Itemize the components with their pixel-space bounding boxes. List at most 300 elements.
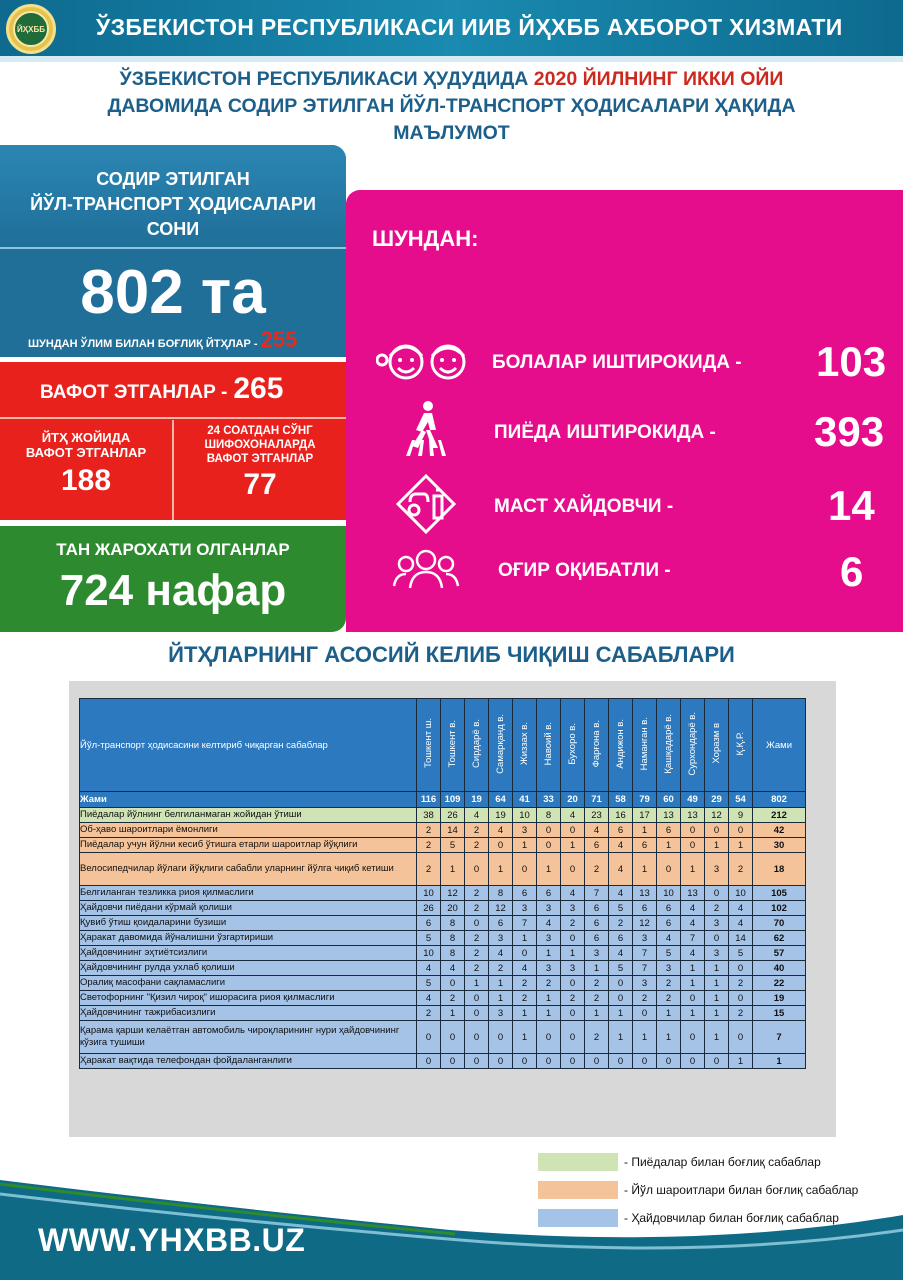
table-cell: 0 [513,1054,537,1069]
table-cell: 1 [441,1006,465,1021]
cause-label: Велосипедчилар йўлаги йўқлиги сабабли уларнинг йўлга чиқиб кетиши [80,853,417,886]
divider [0,417,346,419]
table-cell: 0 [633,1054,657,1069]
table-cell: 1 [681,976,705,991]
row-total: 15 [753,1006,806,1021]
table-cell: 3 [513,823,537,838]
table-cell: 4 [465,808,489,823]
row-total: 802 [753,792,806,808]
table-cell: 0 [513,946,537,961]
pedestrian-icon [376,400,476,460]
table-cell: 4 [489,946,513,961]
table-cell: 41 [513,792,537,808]
table-cell: 2 [729,853,753,886]
row-total: 1 [753,1054,806,1069]
table-cell: 10 [417,946,441,961]
table-cell: 0 [561,931,585,946]
total-accidents-panel [0,145,346,357]
table-cell: 109 [441,792,465,808]
table-cell: 26 [417,901,441,916]
region-label: Навоий в. [543,721,554,766]
table-cell: 64 [489,792,513,808]
injured-value: 724 нафар [59,566,287,615]
table-cell: 4 [681,946,705,961]
table-cell: 2 [465,838,489,853]
table-cell: 3 [585,946,609,961]
table-cell: 19 [465,792,489,808]
table-header-row [80,699,806,792]
table-cell: 19 [489,808,513,823]
cause-label: Ҳайдовчининг эҳтиётсизлиги [80,946,417,961]
table-cell: 2 [585,991,609,1006]
table-cell: 4 [681,916,705,931]
table-cell: 6 [609,823,633,838]
scene-label-2: ВАФОТ ЭТГАНЛАР [25,445,147,460]
table-cell: 2 [585,976,609,991]
table-cell: 1 [657,1006,681,1021]
table-cell: 0 [657,1054,681,1069]
table-cell: 8 [489,886,513,901]
table-cell: 1 [537,853,561,886]
cause-label: Пиёдалар йўлнинг белгиланмаган жойидан ўтиши [80,808,417,823]
breakdown-label: МАСТ ХАЙДОВЧИ - [494,496,674,517]
row-total: 57 [753,946,806,961]
table-cell: 4 [489,823,513,838]
table-cell: 1 [513,838,537,853]
table-cell: 1 [585,961,609,976]
table-cell: 2 [657,991,681,1006]
table-cell: 60 [657,792,681,808]
table-row [80,1054,806,1069]
table-cell: 9 [729,808,753,823]
table-cell: 0 [705,1054,729,1069]
table-cell: 1 [657,1021,681,1054]
table-row [80,1006,806,1021]
table-cell: 0 [537,823,561,838]
cause-label: Светофорнинг "Қизил чироқ" ишорасига риоя қилмаслиги [80,991,417,1006]
table-cell: 14 [729,931,753,946]
table-cell: 12 [489,901,513,916]
table-cell: 3 [633,976,657,991]
table-cell: 3 [705,946,729,961]
table-body [80,792,806,1069]
drunk-driver-icon [376,474,476,534]
table-cell: 2 [729,976,753,991]
table-cell: 0 [513,853,537,886]
table-cell: 1 [489,976,513,991]
table-cell: 8 [537,808,561,823]
table-cell: 2 [633,991,657,1006]
table-cell: 0 [417,1054,441,1069]
table-row [80,1021,806,1054]
table-cell: 2 [705,901,729,916]
table-cell: 0 [537,1054,561,1069]
table-cell: 8 [441,946,465,961]
table-cell: 4 [513,961,537,976]
hospital-value: 77 [243,468,277,501]
causes-table-frame [69,681,836,1137]
table-cell: 0 [489,838,513,853]
table-cell: 1 [489,991,513,1006]
cause-label: Ҳаракат давомида йўналишни ўзгартириши [80,931,417,946]
region-label: Фарғона в. [591,719,602,768]
table-cell: 0 [537,838,561,853]
table-cell: 1 [561,946,585,961]
table-cell: 1 [657,838,681,853]
table-cell: 4 [561,808,585,823]
breakdown-heading: ШУНДАН: [372,226,479,251]
cause-label: Жами [80,792,417,808]
table-cell: 1 [489,853,513,886]
table-cell: 1 [513,1021,537,1054]
table-cell: 4 [441,961,465,976]
cause-label: Об-ҳаво шароитлари ёмонлиги [80,823,417,838]
table-cell: 10 [729,886,753,901]
table-cell: 0 [681,1054,705,1069]
cause-label: Белгиланган тезликка риоя қилмаслиги [80,886,417,901]
table-cell: 4 [729,901,753,916]
table-cell: 2 [609,916,633,931]
region-column-header [417,699,441,792]
row-total: 7 [753,1021,806,1054]
table-cell: 4 [657,931,681,946]
table-cell: 1 [609,1006,633,1021]
table-cell: 4 [537,916,561,931]
table-cell: 2 [417,853,441,886]
cause-label: Ҳайдовчининг рулда ухлаб қолиши [80,961,417,976]
row-total: 30 [753,838,806,853]
hospital-deaths [174,424,346,502]
table-cell: 4 [417,961,441,976]
table-cell: 5 [417,931,441,946]
table-row [80,916,806,931]
cause-label: Қарама қарши келаётган автомобиль чироқларининг нури ҳайдовчининг кўзига тушиши [80,1021,417,1054]
table-cell: 1 [537,946,561,961]
table-cell: 1 [729,838,753,853]
table-cell: 0 [609,976,633,991]
table-cell: 1 [705,838,729,853]
table-cell: 6 [657,901,681,916]
table-cell: 2 [417,1006,441,1021]
breakdown-value: 6 [840,548,864,595]
table-cell: 1 [513,931,537,946]
table-cell: 2 [465,823,489,838]
table-row [80,823,806,838]
table-row [80,808,806,823]
row-total: 22 [753,976,806,991]
table-cell: 1 [681,961,705,976]
table-cell: 1 [513,1006,537,1021]
table-cell: 2 [465,961,489,976]
region-label: Бухоро в. [567,722,578,765]
table-cell: 79 [633,792,657,808]
table-cell: 0 [585,1054,609,1069]
table-cell: 4 [417,991,441,1006]
region-column-header [441,699,465,792]
table-cell: 1 [537,991,561,1006]
table-cell: 1 [561,838,585,853]
table-cell: 2 [513,991,537,1006]
table-row [80,961,806,976]
table-cell: 0 [465,853,489,886]
region-label: Наманган в. [639,716,650,771]
row-total: 40 [753,961,806,976]
table-cell: 0 [705,931,729,946]
table-cell: 3 [633,931,657,946]
table-cell: 1 [585,1006,609,1021]
table-cell: 7 [633,961,657,976]
deaths-line [40,372,283,406]
table-cell: 2 [489,961,513,976]
table-cell: 49 [681,792,705,808]
table-row [80,976,806,991]
table-cell: 3 [657,961,681,976]
table-cell: 3 [705,853,729,886]
cause-label: Ҳайдовчи пиёдани кўрмай қолиши [80,901,417,916]
region-label: Тошкент в. [447,719,458,768]
breakdown-label: БОЛАЛАР ИШТИРОКИДА - [492,352,742,373]
table-cell: 0 [657,853,681,886]
region-label: Сурхондарё в. [687,711,698,776]
table-cell: 2 [513,976,537,991]
table-cell: 3 [513,901,537,916]
table-cell: 6 [585,931,609,946]
injured-panel [0,526,346,632]
region-column-header [489,699,513,792]
breakdown-panel [346,190,903,632]
table-cell: 12 [633,916,657,931]
table-cell: 23 [585,808,609,823]
table-cell: 2 [465,931,489,946]
table-cell: 1 [633,853,657,886]
total-label-1: СОДИР ЭТИЛГАН [96,169,250,189]
table-cell: 6 [489,916,513,931]
deaths-value: 265 [233,372,284,405]
hospital-label-1: 24 СОАТДАН СЎНГ [207,425,313,437]
emblem-logo [6,4,56,54]
org-name: ЎЗБЕКИСТОН РЕСПУБЛИКАСИ ИИВ ЙҲХББ АХБОРОТ ХИЗМАТИ [96,14,843,40]
table-cell: 6 [609,931,633,946]
region-label: Андижон в. [615,718,626,769]
table-cell: 10 [513,808,537,823]
table-cell: 26 [441,808,465,823]
table-cell: 4 [729,916,753,931]
table-row [80,946,806,961]
total-label-3: СОНИ [146,219,200,239]
table-cell: 1 [465,976,489,991]
row-total: 212 [753,808,806,823]
table-cell: 6 [417,916,441,931]
table-cell: 7 [633,946,657,961]
deaths-label: ВАФОТ ЭТГАНЛАР - [40,382,228,403]
region-column-header [657,699,681,792]
table-cell: 0 [729,823,753,838]
table-cell: 2 [465,901,489,916]
header-strip [0,56,903,62]
table-cell: 3 [537,961,561,976]
table-cell: 0 [561,976,585,991]
table-cell: 1 [681,1006,705,1021]
row-total: 18 [753,853,806,886]
table-cell: 5 [729,946,753,961]
cause-column-header: Йўл-транспорт ҳодисасини келтириб чиқарган сабаблар [80,699,417,792]
table-cell: 38 [417,808,441,823]
table-cell: 13 [657,808,681,823]
table-cell: 7 [681,931,705,946]
table-cell: 1 [705,991,729,1006]
table-cell: 0 [465,1054,489,1069]
hospital-label-2: ШИФОХОНАЛАРДА [204,439,316,451]
table-cell: 13 [681,808,705,823]
breakdown-label: ОҒИР ОҚИБАТЛИ - [498,560,671,581]
table-cell: 5 [657,946,681,961]
region-label: Хоразм в [711,723,722,764]
table-cell: 33 [537,792,561,808]
table-cell: 1 [729,1054,753,1069]
region-label: Самарқанд в. [495,713,506,774]
total-column-header: Жами [753,699,806,792]
table-cell: 2 [441,991,465,1006]
total-label-2: ЙЎЛ-ТРАНСПОРТ ҲОДИСАЛАРИ [30,194,316,214]
table-cell: 4 [561,886,585,901]
table-cell: 0 [465,1006,489,1021]
region-column-header [561,699,585,792]
table-cell: 4 [609,886,633,901]
people-group-icon [376,540,476,600]
table-cell: 2 [585,853,609,886]
website-link[interactable]: WWW.YHXBB.UZ [38,1222,306,1258]
table-cell: 5 [609,961,633,976]
table-cell: 0 [441,1054,465,1069]
cause-label: Ҳайдовчининг тажрибасизлиги [80,1006,417,1021]
table-cell: 7 [513,916,537,931]
region-label: Тошкент ш. [423,718,434,769]
table-row [80,991,806,1006]
table-cell: 0 [729,1021,753,1054]
legend-label: - Ҳайдовчилар билан боғлиқ сабаблар [624,1211,839,1225]
row-total: 19 [753,991,806,1006]
table-row [80,931,806,946]
region-column-header [513,699,537,792]
table-cell: 10 [657,886,681,901]
fatal-accidents-line [28,327,297,353]
table-cell: 0 [681,1021,705,1054]
document-title [0,66,903,147]
table-cell: 0 [561,1006,585,1021]
breakdown-item-children [346,330,903,390]
table-cell: 6 [513,886,537,901]
table-cell: 0 [561,823,585,838]
table-cell: 6 [537,886,561,901]
table-cell: 0 [465,1021,489,1054]
cause-label: Ҳаракат вақтида телефондан фойдаланганлиги [80,1054,417,1069]
table-cell: 0 [561,853,585,886]
table-cell: 1 [633,823,657,838]
table-cell: 3 [561,901,585,916]
table-cell: 3 [537,931,561,946]
table-cell: 0 [417,1021,441,1054]
table-cell: 3 [489,1006,513,1021]
table-cell: 1 [705,961,729,976]
region-column-header [537,699,561,792]
table-cell: 3 [705,916,729,931]
row-total: 105 [753,886,806,901]
table-cell: 0 [537,1021,561,1054]
cause-label: Оралиқ масофани сақламаслиги [80,976,417,991]
title-line1-prefix: ЎЗБЕКИСТОН РЕСПУБЛИКАСИ ҲУДУДИДА [119,68,529,90]
total-accidents-value: 802 та [80,258,266,327]
causes-section-title: ЙТҲЛАРНИНГ АСОСИЙ КЕЛИБ ЧИҚИШ САБАБЛАРИ [168,642,735,667]
table-cell: 0 [489,1054,513,1069]
table-cell: 20 [561,792,585,808]
scene-deaths [0,430,172,498]
cause-label: Пиёдалар учун йўлни кесиб ўтишга етарли шароитлар йўқлиги [80,838,417,853]
table-cell: 7 [585,886,609,901]
table-cell: 2 [417,838,441,853]
table-cell: 13 [633,886,657,901]
breakdown-value: 103 [816,338,887,385]
table-cell: 2 [657,976,681,991]
table-cell: 0 [561,1054,585,1069]
table-cell: 1 [681,853,705,886]
region-column-header [585,699,609,792]
table-cell: 20 [441,901,465,916]
table-cell: 54 [729,792,753,808]
table-cell: 10 [417,886,441,901]
table-cell: 0 [465,916,489,931]
scene-value: 188 [60,464,112,497]
breakdown-item-severe [346,540,903,600]
table-cell: 0 [633,1006,657,1021]
table-cell: 116 [417,792,441,808]
table-cell: 2 [465,946,489,961]
causes-table [79,698,806,1069]
title-line3: МАЪЛУМОТ [393,122,510,144]
fatal-value: 255 [260,327,298,352]
table-cell: 2 [537,976,561,991]
row-total: 70 [753,916,806,931]
table-cell: 0 [729,991,753,1006]
table-cell: 1 [441,853,465,886]
injured-label: ТАН ЖАРОХАТИ ОЛГАНЛАР [56,540,290,559]
region-column-header [609,699,633,792]
table-cell: 3 [561,961,585,976]
table-cell: 0 [681,838,705,853]
row-total: 42 [753,823,806,838]
table-cell: 4 [681,901,705,916]
table-row [80,792,806,808]
table-cell: 6 [585,838,609,853]
table-cell: 4 [609,946,633,961]
table-cell: 6 [657,823,681,838]
region-column-header [465,699,489,792]
table-cell: 0 [489,1021,513,1054]
table-row [80,838,806,853]
deaths-panel [0,362,346,520]
cause-label: Қувиб ўтиш қоидаларини бузиши [80,916,417,931]
table-cell: 2 [561,991,585,1006]
region-label: Сирдарё в. [471,719,482,768]
table-cell: 4 [609,838,633,853]
table-cell: 2 [417,823,441,838]
table-cell: 2 [561,916,585,931]
table-cell: 14 [441,823,465,838]
table-cell: 0 [465,991,489,1006]
region-column-header [633,699,657,792]
table-cell: 0 [681,991,705,1006]
table-cell: 71 [585,792,609,808]
legend-label: - Пиёдалар билан боғлиқ сабаблар [624,1155,821,1169]
